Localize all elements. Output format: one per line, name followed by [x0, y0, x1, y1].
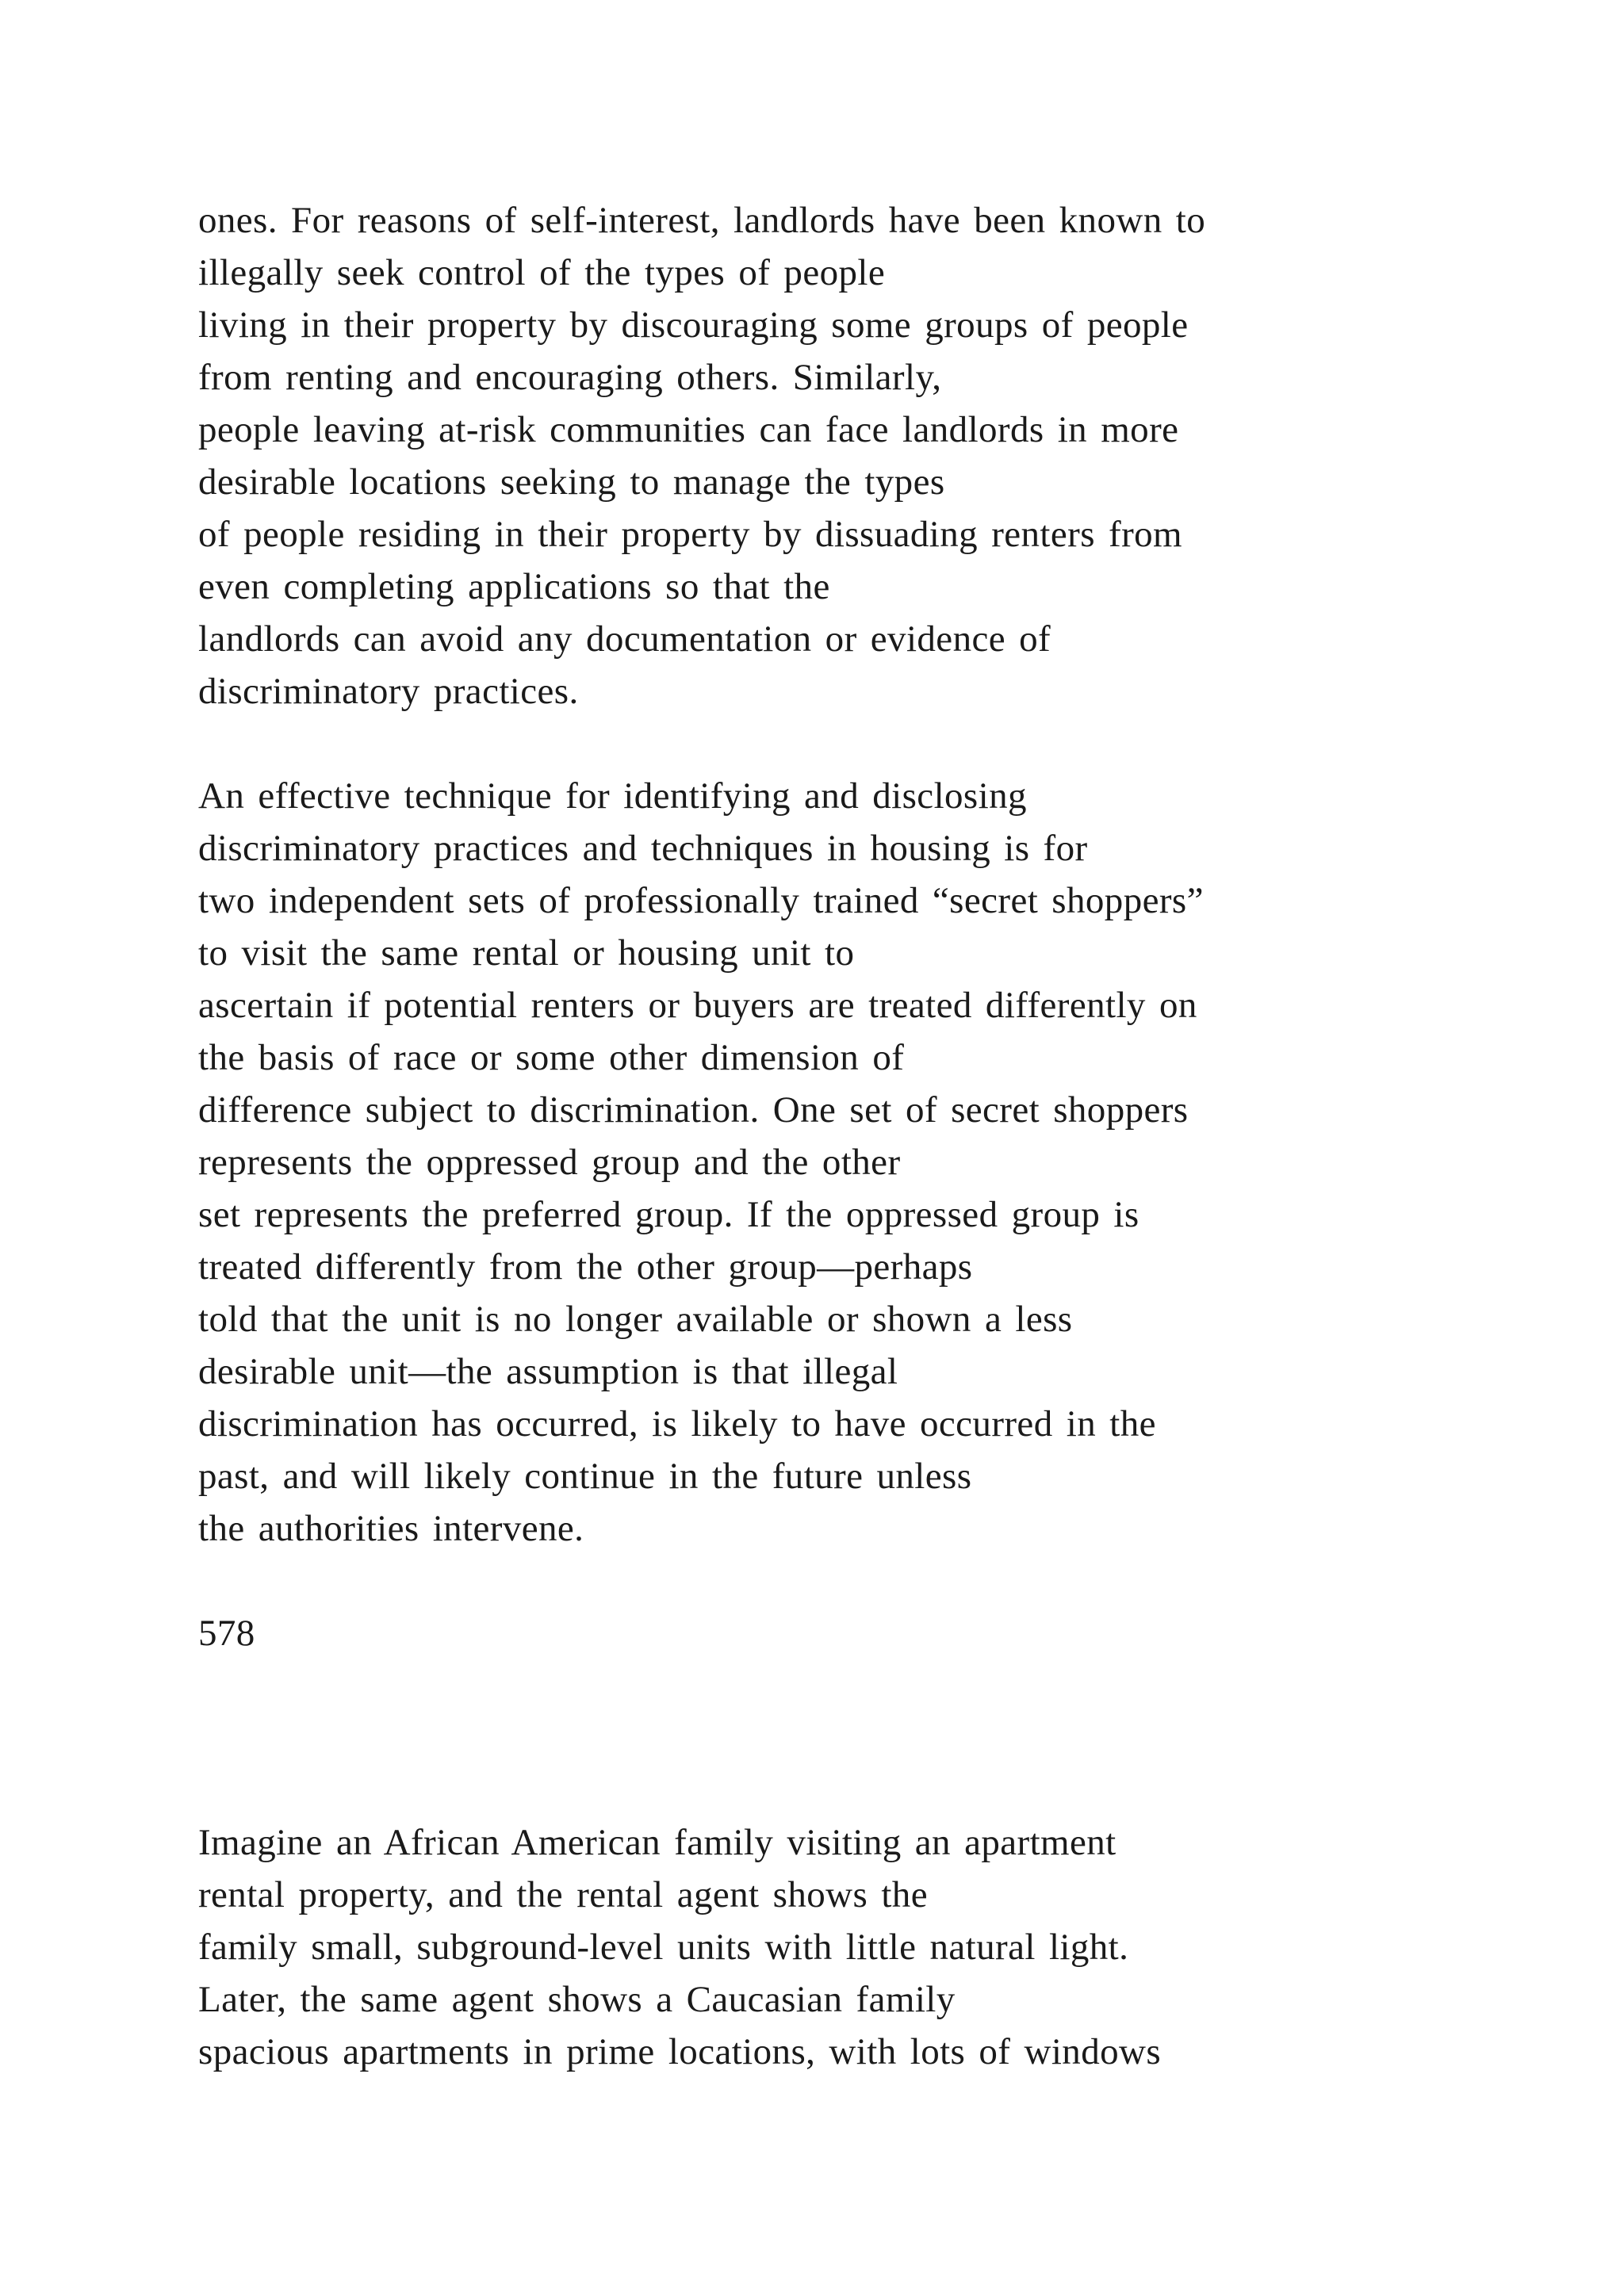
paragraph-2-line: discriminatory practices and techniques in housing is for — [198, 828, 1088, 869]
paragraph-2-line: the authorities intervene. — [198, 1508, 584, 1549]
paragraph-2-line: ascertain if potential renters or buyers are treated differently on — [198, 985, 1197, 1026]
paragraph-1-line: people leaving at-risk communities can face landlords in more — [198, 409, 1179, 450]
paragraph-2-line: An effective technique for identifying and disclosing — [198, 775, 1027, 817]
paragraph-1-line: living in their property by discouraging some groups of people — [198, 304, 1189, 346]
paragraph-1-line: illegally seek control of the types of people — [198, 252, 886, 293]
paragraph-3-line: Imagine an African American family visiting an apartment — [198, 1822, 1116, 1863]
paragraph-1-line: from renting and encouraging others. Similarly, — [198, 357, 942, 398]
paragraph-1-line: desirable locations seeking to manage the types — [198, 461, 945, 503]
paragraph-3-line: family small, subground-level units with little natural light. — [198, 1927, 1129, 1968]
paragraph-1-line: even completing applications so that the — [198, 566, 830, 607]
paragraph-3-line: Later, the same agent shows a Caucasian family — [198, 1979, 956, 2020]
paragraph-3-line: rental property, and the rental agent shows the — [198, 1874, 928, 1915]
paragraph-2-line: past, and will likely continue in the future unless — [198, 1456, 972, 1497]
paragraph-2-line: represents the oppressed group and the other — [198, 1142, 901, 1183]
paragraph-2-line: the basis of race or some other dimension of — [198, 1037, 905, 1078]
paragraph-2-line: difference subject to discrimination. One set of secret shoppers — [198, 1089, 1189, 1131]
paragraph-3-line: spacious apartments in prime locations, with lots of windows — [198, 2031, 1162, 2072]
page-number: 578 — [198, 1613, 255, 1654]
paragraph-2-line: told that the unit is no longer available or shown a less — [198, 1299, 1073, 1340]
paragraph-1-line: of people residing in their property by dissuading renters from — [198, 514, 1182, 555]
paragraph-1-line: discriminatory practices. — [198, 671, 579, 712]
paragraph-2-line: discrimination has occurred, is likely to have occurred in the — [198, 1403, 1156, 1445]
paragraph-2-line: treated differently from the other group—perhaps — [198, 1246, 973, 1288]
paragraph-2-line: to visit the same rental or housing unit to — [198, 932, 855, 974]
paragraph-2-line: set represents the preferred group. If the oppressed group is — [198, 1194, 1139, 1235]
paragraph-2-line: desirable unit—the assumption is that illegal — [198, 1351, 898, 1392]
paragraph-1-line: landlords can avoid any documentation or evidence of — [198, 618, 1051, 660]
paragraph-1-line: ones. For reasons of self-interest, landlords have been known to — [198, 200, 1206, 241]
paragraph-2-line: two independent sets of professionally trained “secret shoppers” — [198, 880, 1204, 921]
